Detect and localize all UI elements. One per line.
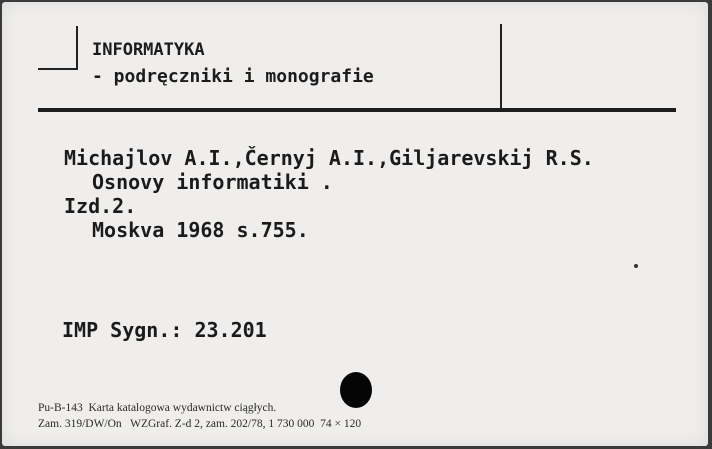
book-title: Osnovy informatiki .: [92, 170, 333, 194]
header-right-rule: [500, 24, 502, 108]
edition-line: Izd.2.: [64, 194, 137, 218]
authors-line: Michajlov A.I.,Černyj A.I.,Giljarevskij R.S.: [64, 146, 594, 170]
header-left-rule: [76, 26, 78, 70]
footer-line-1: Pu-B-143 Karta katalogowa wydawnictw ciągłych.: [38, 402, 277, 414]
punch-hole: [340, 372, 372, 408]
header-divider: [38, 108, 676, 112]
imprint-line: Moskva 1968 s.755.: [92, 218, 309, 242]
catalog-card: [2, 2, 708, 446]
subject-subheading: - podręczniki i monografie: [92, 66, 374, 87]
subject-heading: INFORMATYKA: [92, 40, 205, 60]
ink-speck: [634, 264, 638, 268]
call-number: IMP Sygn.: 23.201: [62, 318, 267, 342]
header-left-underline: [38, 68, 78, 70]
footer-line-2: Zam. 319/DW/On WZGraf. Z-d 2, zam. 202/78, 1 730 000 74 × 120: [38, 418, 362, 430]
